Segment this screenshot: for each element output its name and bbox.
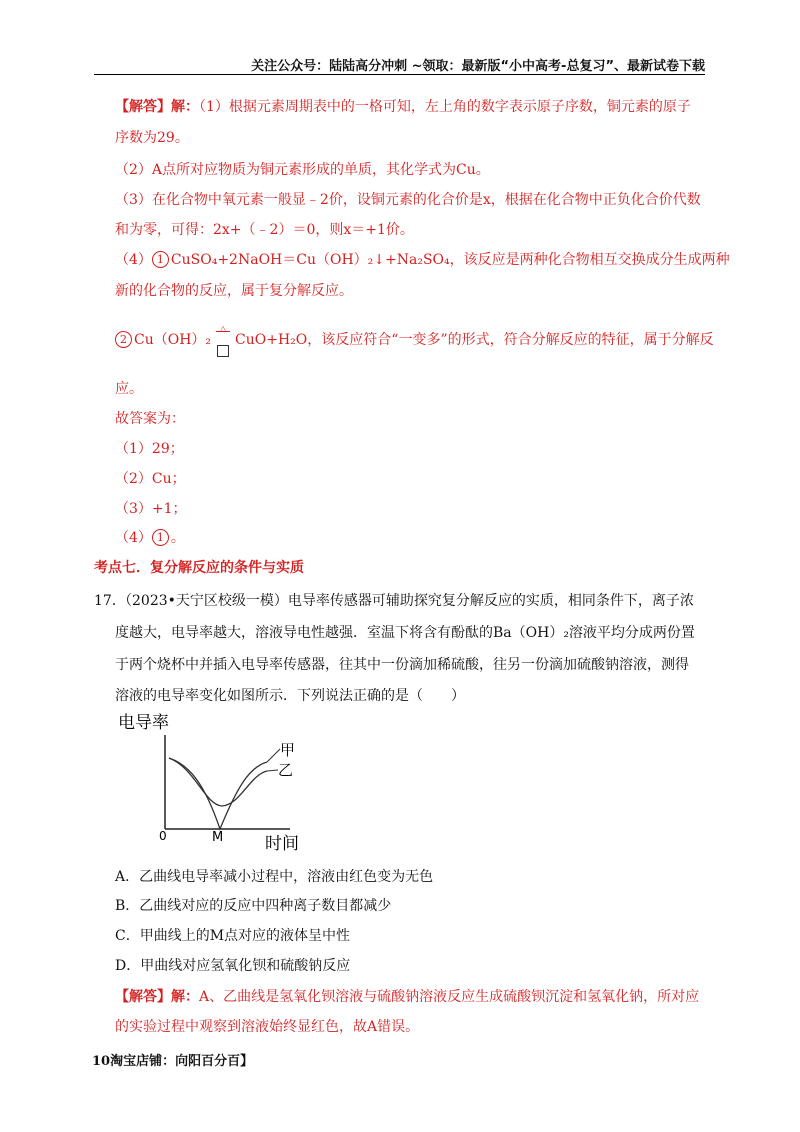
answer-text: 该反应符合“一变多”的形式，符合分解反应的特征，属于分解反 (321, 332, 714, 348)
answer-line: （2）A点所对应物质为铜元素形成的单质，其化学式为Cu。 (115, 162, 490, 178)
answer-label: 【解答】解： (115, 989, 199, 1005)
header-rule (94, 74, 705, 75)
circle-number-icon: 1 (152, 251, 169, 268)
answer-line: （3）在化合物中氧元素一般显﹣2价，设铜元素的化合价是x，根据在化合物中正负化合价代数 (115, 192, 701, 208)
final-answer-item: （2）Cu； (115, 471, 186, 487)
answer-line: 新的化合物的反应，属于复分解反应。 (115, 283, 353, 299)
answer-line (115, 250, 730, 270)
circle-number-icon: 2 (115, 331, 132, 348)
option-a: A．乙曲线电导率减小过程中，溶液由红色变为无色 (115, 869, 434, 885)
final-answer-item (115, 528, 185, 548)
question-text: 于两个烧杯中并插入电导率传感器，往其中一份滴加稀硫酸，往另一份滴加硫酸钠溶液，测得 (115, 657, 689, 673)
heat-symbol: △ (220, 324, 227, 333)
series-jia-curve (169, 758, 267, 829)
option-d: D．甲曲线对应氢氧化钡和硫酸钠反应 (115, 958, 351, 974)
answer-line (115, 324, 714, 350)
final-answer-item: （3）+1； (115, 501, 187, 517)
chemical-equation: CuSO₄+2NaOH＝Cu（OH）₂↓+Na₂SO₄， (170, 252, 464, 268)
final-answer-item: （1）29； (115, 441, 184, 457)
answer-line: A、乙曲线是氢氧化钡溶液与硫酸钠溶液反应生成硫酸钡沉淀和氢氧化钠，所对应 (199, 989, 700, 1005)
final-answer-label: 故答案为： (115, 411, 185, 427)
answer-prefix: （4） (115, 252, 152, 268)
question-text: 度越大，电导率越大，溶液导电性越强．室温下将含有酚酞的Ba（OH）₂溶液平均分成两份置 (115, 625, 695, 641)
chemical-equation-right: CuO+H₂O， (235, 332, 322, 348)
legend-leader-yi (267, 770, 278, 771)
conductivity-chart (100, 705, 330, 865)
option-b: B．乙曲线对应的反应中四种离子数目都减少 (115, 898, 392, 914)
page-footer: 10淘宝店铺：向阳百分百】 (92, 1054, 254, 1069)
answer-line: 序数为29。 (115, 130, 189, 146)
origin-label: 0 (159, 829, 167, 843)
circle-number-icon: 1 (152, 529, 169, 546)
series-yi-label: 乙 (278, 761, 294, 779)
question-text: （2023•天宁区校级一模）电导率传感器可辅助探究复分解反应的实质，相同条件下，离子浓 (118, 593, 694, 609)
question-number: 17． (94, 593, 126, 609)
x-axis-label: 时间 (265, 834, 299, 854)
answer-line: 应。 (115, 381, 143, 397)
answer-line: （1）根据元素周期表中的一格可知，左上角的数字表示原子序数，铜元素的原子 (199, 99, 691, 115)
answer-prefix: （4） (115, 530, 152, 546)
answer-text: 该反应是两种化合物相互交换成分生成两种 (463, 252, 730, 268)
question-line (94, 591, 694, 611)
chemical-equation-left: Cu（OH）₂ (134, 332, 212, 348)
page-header: 关注公众号：陆陆高分冲刺 ~领取：最新版“小中高考-总复习”、最新试卷下载 (251, 59, 705, 74)
series-jia-label: 甲 (280, 741, 296, 759)
heating-condition-icon (213, 324, 233, 347)
answer-label: 【解答】解： (115, 99, 199, 115)
answer-line: 和为零，可得：2x+（﹣2）＝0，则x＝+1价。 (115, 222, 414, 238)
answer-line: 的实验过程中观察到溶液始终显红色，故A错误。 (115, 1019, 420, 1035)
question-text: 溶液的电导率变化如图所示．下列说法正确的是（ ） (115, 688, 465, 704)
section-title: 考点七．复分解反应的条件与实质 (94, 560, 304, 576)
x-tick-label-m: M (212, 830, 224, 845)
option-c: C．甲曲线上的M点对应的液体呈中性 (115, 928, 351, 944)
answer-suffix: 。 (170, 530, 185, 546)
y-axis-label: 电导率 (118, 713, 169, 733)
